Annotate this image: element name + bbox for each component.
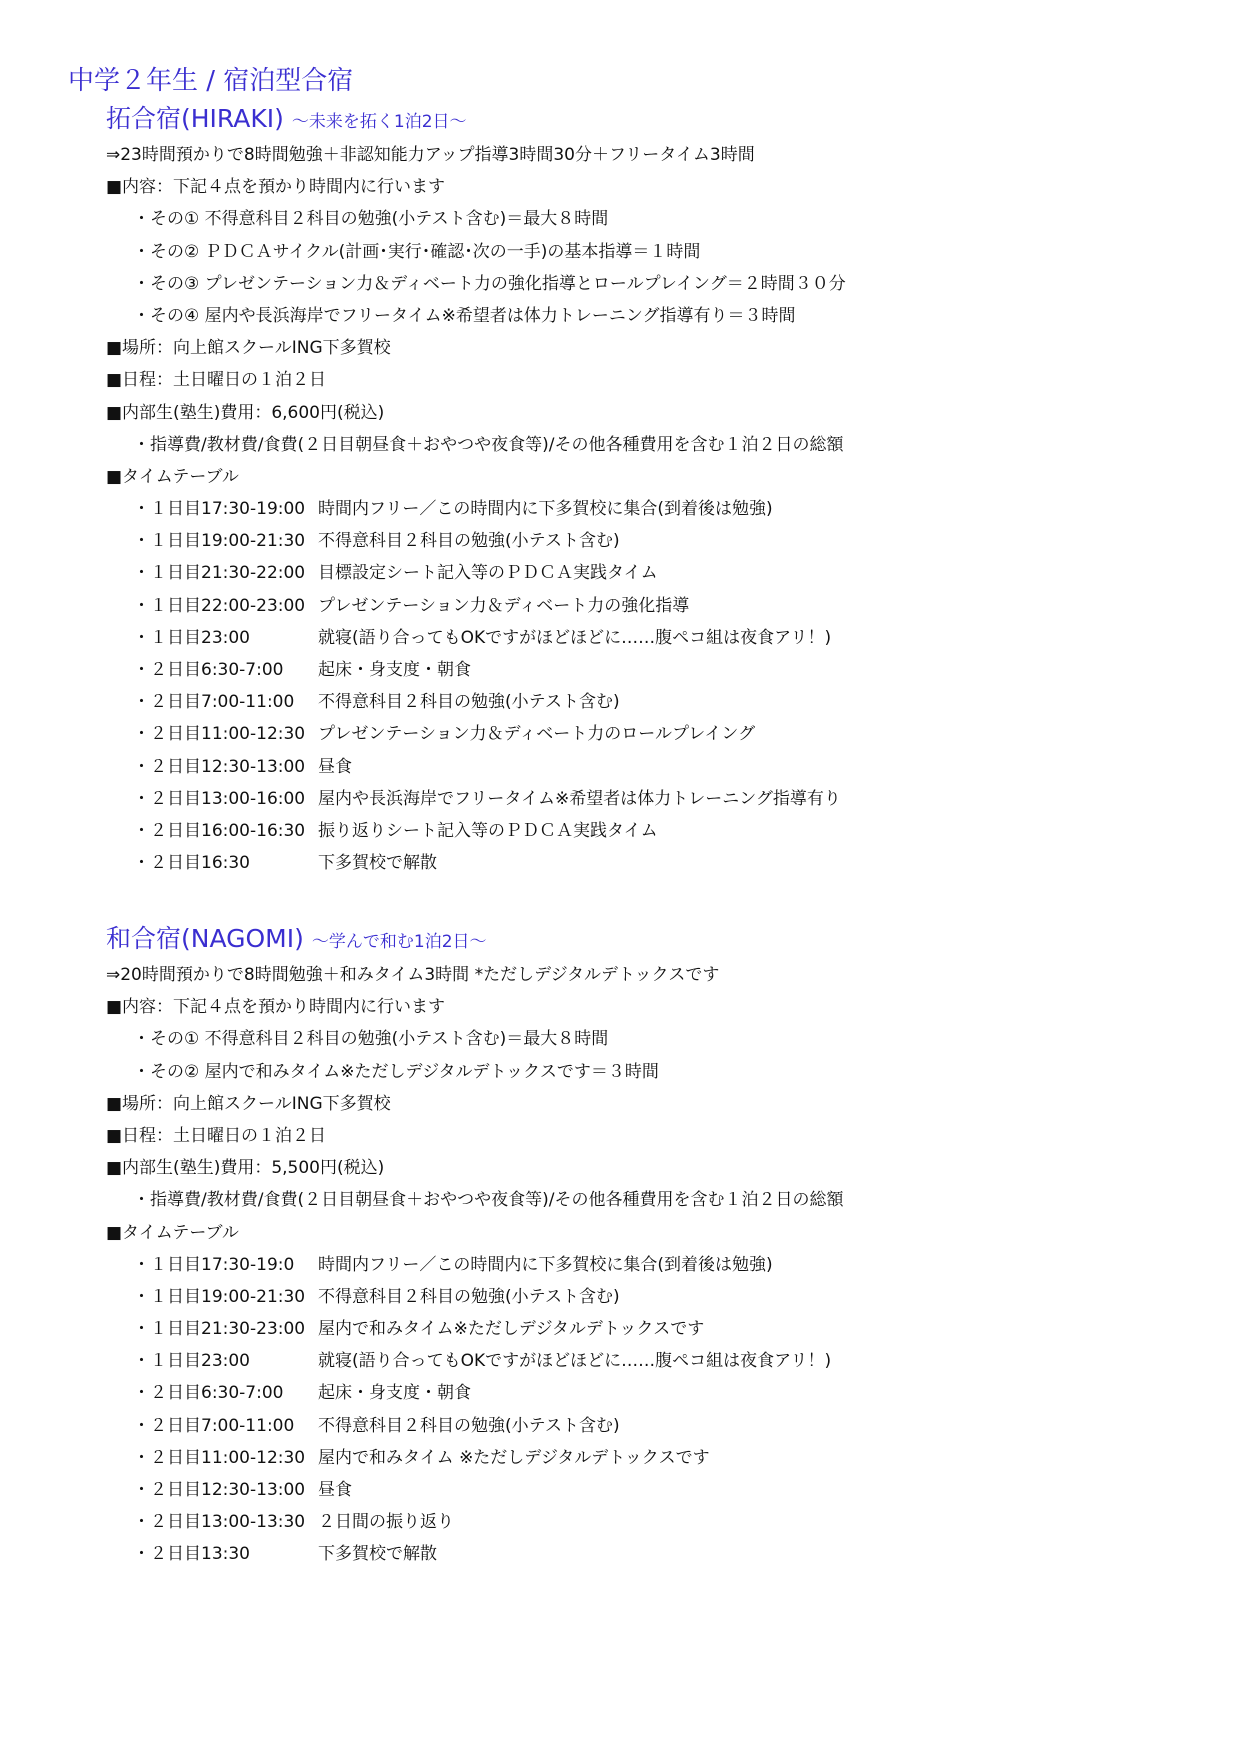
timetable-row xyxy=(106,1281,843,1313)
section-name: 和合宿(NAGOMI) xyxy=(106,924,304,953)
timetable-time: ・１日目19:00-21:30 xyxy=(133,531,306,552)
fee-note: ・指導費/教材費/食費(２日目朝昼食＋おやつや夜食等)/その他各種費用を含む１泊２日の総額 xyxy=(133,1190,844,1211)
section-heading xyxy=(106,99,846,139)
content-item: ・その① 不得意科目２科目の勉強(小テスト含む)＝最大８時間 xyxy=(133,209,609,230)
timetable-activity: 就寝(語り合ってもOKですがほどほどに……腹ペコ組は夜食アリ！) xyxy=(318,627,832,648)
timetable-row xyxy=(106,1345,843,1377)
timetable-row xyxy=(106,1506,843,1538)
summary: ⇒20時間預かりで8時間勉強＋和みタイム3時間 *ただしデジタルデトックスです xyxy=(106,965,720,985)
timetable-row xyxy=(106,654,846,686)
timetable-activity: 振り返りシート記入等のＰＤＣＡ実践タイム xyxy=(318,820,658,841)
timetable-time: ・２日目11:00-12:30 xyxy=(133,724,306,745)
timetable-activity: 下多賀校で解散 xyxy=(318,853,437,874)
timetable-row xyxy=(106,622,846,654)
timetable-time: ・１日目21:30-23:00 xyxy=(133,1319,306,1340)
content-item: ・その① 不得意科目２科目の勉強(小テスト含む)＝最大８時間 xyxy=(133,1029,609,1050)
timetable-time: ・２日目12:30-13:00 xyxy=(133,756,306,777)
timetable-row xyxy=(106,525,846,557)
timetable-activity: 就寝(語り合ってもOKですがほどほどに……腹ペコ組は夜食アリ！) xyxy=(318,1351,832,1372)
timetable-activity: 不得意科目２科目の勉強(小テスト含む) xyxy=(318,1286,620,1307)
timetable-time: ・２日目13:00-13:30 xyxy=(133,1512,306,1533)
timetable-row xyxy=(106,686,846,718)
timetable-row xyxy=(106,1249,843,1281)
timetable-activity: 起床・身支度・朝食 xyxy=(318,660,471,680)
timetable-time: ・２日目6:30-7:00 xyxy=(133,1383,284,1404)
section-subtitle: 〜未来を拓く1泊2日〜 xyxy=(291,112,467,132)
timetable-time: ・１日目17:30-19:0 xyxy=(133,1254,295,1275)
timetable-row xyxy=(106,493,846,525)
timetable-activity: プレゼンテーション力＆ディベート力の強化指導 xyxy=(318,595,690,616)
schedule: ■日程：土日曜日の１泊２日 xyxy=(106,370,327,391)
timetable-activity: 時間内フリー／この時間内に下多賀校に集合(到着後は勉強) xyxy=(318,499,773,520)
section-hiraki xyxy=(106,99,846,879)
timetable-time: ・１日目23:00 xyxy=(133,1351,250,1372)
timetable-activity: 屋内や長浜海岸でフリータイム※希望者は体力トレーニング指導有り xyxy=(318,788,841,809)
section-heading xyxy=(106,919,843,959)
timetable-row xyxy=(106,815,846,847)
timetable-time: ・１日目22:00-23:00 xyxy=(133,595,306,616)
timetable-row xyxy=(106,1410,843,1442)
fee-note: ・指導費/教材費/食費(２日目朝昼食＋おやつや夜食等)/その他各種費用を含む１泊２日の総額 xyxy=(133,434,844,455)
summary: ⇒23時間預かりで8時間勉強＋非認知能力アップ指導3時間30分＋フリータイム3時間 xyxy=(106,145,755,165)
fee: ■内部生(塾生)費用：5,500円(税込) xyxy=(106,1158,385,1179)
content-heading: ■内容：下記４点を預かり時間内に行います xyxy=(106,177,446,198)
timetable-row xyxy=(106,590,846,622)
section-subtitle: 〜学んで和む1泊2日〜 xyxy=(311,932,487,952)
timetable-activity: 目標設定シート記入等のＰＤＣＡ実践タイム xyxy=(318,563,658,584)
timetable-row xyxy=(106,1538,843,1570)
section-name: 拓合宿(HIRAKI) xyxy=(106,104,284,133)
timetable-activity: 不得意科目２科目の勉強(小テスト含む) xyxy=(318,1415,620,1436)
timetable-time: ・１日目21:30-22:00 xyxy=(133,563,306,584)
timetable-activity: 昼食 xyxy=(318,1480,352,1500)
timetable-activity: 時間内フリー／この時間内に下多賀校に集合(到着後は勉強) xyxy=(318,1254,773,1275)
timetable-row xyxy=(106,1474,843,1506)
content-item: ・その④ 屋内や長浜海岸でフリータイム※希望者は体力トレーニング指導有り＝３時間 xyxy=(133,305,796,326)
timetable-time: ・２日目13:30 xyxy=(133,1544,250,1565)
timetable-row xyxy=(106,557,846,589)
timetable-row xyxy=(106,847,846,879)
timetable-heading: ■タイムテーブル xyxy=(106,466,239,487)
timetable-time: ・２日目16:00-16:30 xyxy=(133,820,306,841)
timetable-time: ・２日目7:00-11:00 xyxy=(133,692,295,713)
timetable-time: ・１日目23:00 xyxy=(133,627,250,648)
timetable-activity: 屋内で和みタイム ※ただしデジタルデトックスです xyxy=(318,1447,710,1468)
timetable-time: ・２日目6:30-7:00 xyxy=(133,660,284,680)
timetable-time: ・２日目11:00-12:30 xyxy=(133,1447,306,1468)
timetable-activity: 下多賀校で解散 xyxy=(318,1544,437,1565)
content-item: ・その② 屋内で和みタイム※ただしデジタルデトックスです＝３時間 xyxy=(133,1061,659,1082)
content-heading: ■内容：下記４点を預かり時間内に行います xyxy=(106,997,446,1018)
section-nagomi xyxy=(106,919,843,1571)
timetable-row xyxy=(106,1377,843,1409)
timetable-time: ・２日目13:00-16:00 xyxy=(133,788,306,809)
timetable-row xyxy=(106,1442,843,1474)
timetable-activity: 不得意科目２科目の勉強(小テスト含む) xyxy=(318,692,620,713)
timetable-row xyxy=(106,1313,843,1345)
page-title: 中学２年生 / 宿泊型合宿 xyxy=(68,66,354,96)
timetable-activity: 屋内で和みタイム※ただしデジタルデトックスです xyxy=(318,1319,705,1340)
content-item: ・その③ プレゼンテーション力＆ディベート力の強化指導とロールプレイング＝２時間３０分 xyxy=(133,273,846,294)
timetable-time: ・２日目16:30 xyxy=(133,853,250,874)
timetable-time: ・１日目19:00-21:30 xyxy=(133,1286,306,1307)
timetable-row xyxy=(106,783,846,815)
timetable-time: ・１日目17:30-19:00 xyxy=(133,499,306,520)
timetable-activity: 不得意科目２科目の勉強(小テスト含む) xyxy=(318,531,620,552)
timetable-activity: ２日間の振り返り xyxy=(318,1512,454,1533)
timetable-row xyxy=(106,718,846,750)
place: ■場所：向上館スクールING下多賀校 xyxy=(106,1093,391,1114)
timetable-row xyxy=(106,751,846,783)
timetable-time: ・２日目7:00-11:00 xyxy=(133,1415,295,1436)
content-item: ・その② ＰＤＣＡサイクル(計画･実行･確認･次の一手)の基本指導＝１時間 xyxy=(133,241,701,262)
timetable-activity: 起床・身支度・朝食 xyxy=(318,1383,471,1404)
timetable-heading: ■タイムテーブル xyxy=(106,1222,239,1243)
fee: ■内部生(塾生)費用：6,600円(税込) xyxy=(106,402,385,423)
place: ■場所：向上館スクールING下多賀校 xyxy=(106,338,391,359)
timetable-activity: 昼食 xyxy=(318,756,352,777)
timetable-time: ・２日目12:30-13:00 xyxy=(133,1480,306,1500)
timetable-activity: プレゼンテーション力＆ディベート力のロールプレイング xyxy=(318,724,756,745)
schedule: ■日程：土日曜日の１泊２日 xyxy=(106,1125,327,1146)
